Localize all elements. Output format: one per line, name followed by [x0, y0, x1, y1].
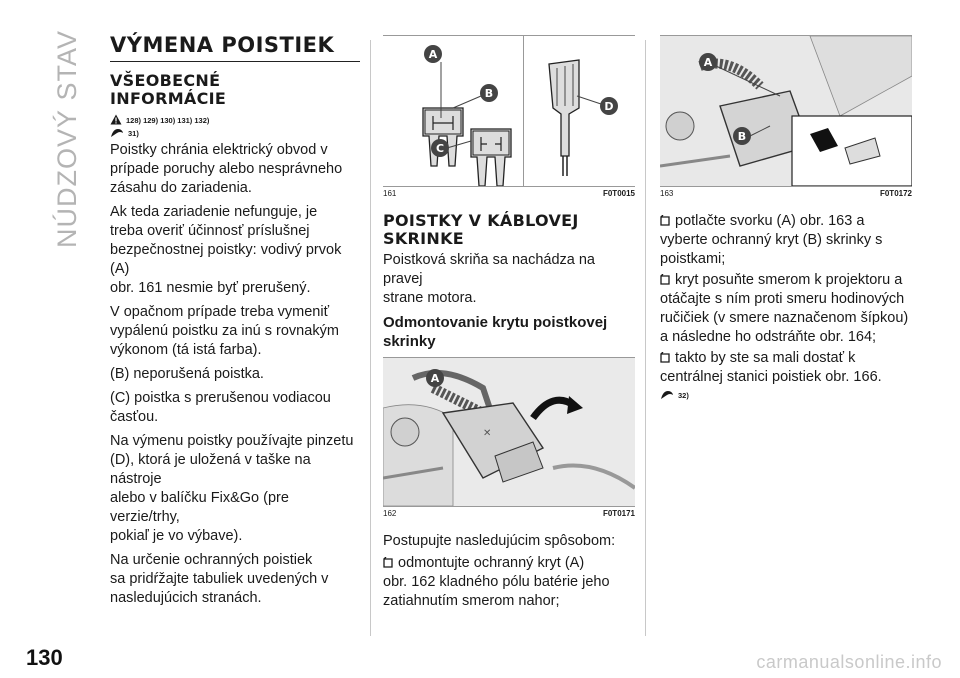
subtitle-line-2: INFORMÁCIE: [110, 89, 227, 108]
paragraph-6: Na výmenu poistky používajte pinzetu (D), ktorá je uložená v taške na nástroje alebo v balíčku Fix&Go (pre verzie/trhy, pokiaľ je vo výbave).: [110, 433, 354, 544]
fuse-box-cover-illustration: [660, 36, 912, 186]
svg-text:A: A: [428, 48, 438, 61]
title-rule: [110, 61, 360, 62]
svg-text:D: D: [604, 100, 614, 113]
section-title-line-1: POISTKY V KÁBLOVEJ: [383, 211, 579, 230]
watermark-text: carmanualsonline.info: [756, 652, 942, 672]
main-title: VÝMENA POISTIEK: [110, 33, 335, 57]
subsection-title-line-1: Odmontovanie krytu poistkovej: [383, 314, 608, 331]
step-bullet-icon: [660, 352, 670, 363]
column-divider-1: [370, 40, 371, 636]
figure-163-caption: 163 F0T0172: [660, 186, 912, 198]
page-number: 130: [26, 645, 63, 670]
step-bullet-icon: [383, 557, 393, 568]
figure-162: [383, 357, 635, 506]
engine-bay-illustration: [383, 358, 635, 506]
subtitle-line-1: VŠEOBECNÉ: [110, 71, 221, 90]
section-intro: Poistková skriňa sa nachádza na pravej strane motora.: [383, 252, 595, 306]
warning-references: 128) 129) 130) 131) 132): [110, 114, 360, 125]
svg-text:C: C: [435, 142, 445, 155]
body-text: [110, 141, 360, 608]
column-3: [660, 35, 912, 402]
svg-text:B: B: [484, 87, 494, 100]
svg-text:A: A: [703, 56, 713, 69]
side-chapter-title: NÚDZOVÝ STAV: [52, 30, 82, 249]
column-2: [383, 35, 635, 616]
step-1: odmontujte ochranný kryt (A) obr. 162 kladného pólu batérie jeho zatiahnutím smerom nahor;: [383, 555, 610, 609]
blown-fuse-c: [471, 129, 511, 186]
subsection-title-line-2: skrinky: [383, 333, 436, 350]
paragraph-5: (C) poistka s prerušenou vodiacou časťou.: [110, 390, 331, 425]
step-2: potlačte svorku (A) obr. 163 a vyberte ochranný kryt (B) skrinky s poistkami;: [660, 213, 883, 267]
steps-list: [660, 212, 912, 400]
paragraph-4: (B) neporušená poistka.: [110, 366, 264, 382]
figure-161: [383, 35, 635, 186]
step-bullet-icon: [660, 274, 670, 285]
procedure-intro: Postupujte nasledujúcim spôsobom:: [383, 533, 616, 549]
figure-161-caption: 161 F0T0015: [383, 186, 635, 198]
figure-163: [660, 35, 912, 186]
svg-text:B: B: [737, 130, 747, 143]
environment-note-icon: [660, 389, 674, 400]
paragraph-2: Ak teda zariadenie nefunguje, je treba overiť účinnosť príslušnej bezpečnostnej poistky: vodivý prvok (A) obr. 161 nesmie byť prerušený.: [110, 204, 342, 296]
column-divider-2: [645, 40, 646, 636]
step-3: kryt posuňte smerom k projektoru a otáčajte s ním proti smeru hodinových ručičiek (v smere naznačenom šípkou) a následne ho odstráňte obr. 164;: [660, 272, 909, 345]
section-title-line-2: SKRINKE: [383, 229, 465, 248]
svg-text:✕: ✕: [483, 428, 492, 439]
column-1: [110, 33, 360, 613]
environment-note-icon: [110, 127, 124, 138]
paragraph-3: V opačnom prípade treba vymeniť vypálenú poistku za inú s rovnakým výkonom (tá istá farba).: [110, 304, 339, 358]
figure-162-caption: 162 F0T0171: [383, 506, 635, 518]
step-4: takto by ste sa mali dostať k centrálnej stanici poistiek obr. 166.: [660, 350, 882, 385]
paragraph-7: Na určenie ochranných poistiek sa pridŕžajte tabuliek uvedených v nasledujúcich stranách.: [110, 552, 329, 606]
warning-triangle-icon: [110, 114, 122, 125]
figure-161-divider: [523, 36, 524, 186]
note-references: 31): [110, 127, 360, 138]
paragraph-1: Poistky chránia elektrický obvod v prípade poruchy alebo nesprávneho zásahu do zariadenia.: [110, 142, 343, 196]
intact-fuse-b: [423, 108, 463, 166]
fuse-puller-d: [549, 60, 579, 176]
fuse-illustration: [383, 36, 635, 186]
note-references-col3: 32): [660, 389, 912, 400]
step-bullet-icon: [660, 215, 670, 226]
svg-text:A: A: [430, 372, 440, 385]
